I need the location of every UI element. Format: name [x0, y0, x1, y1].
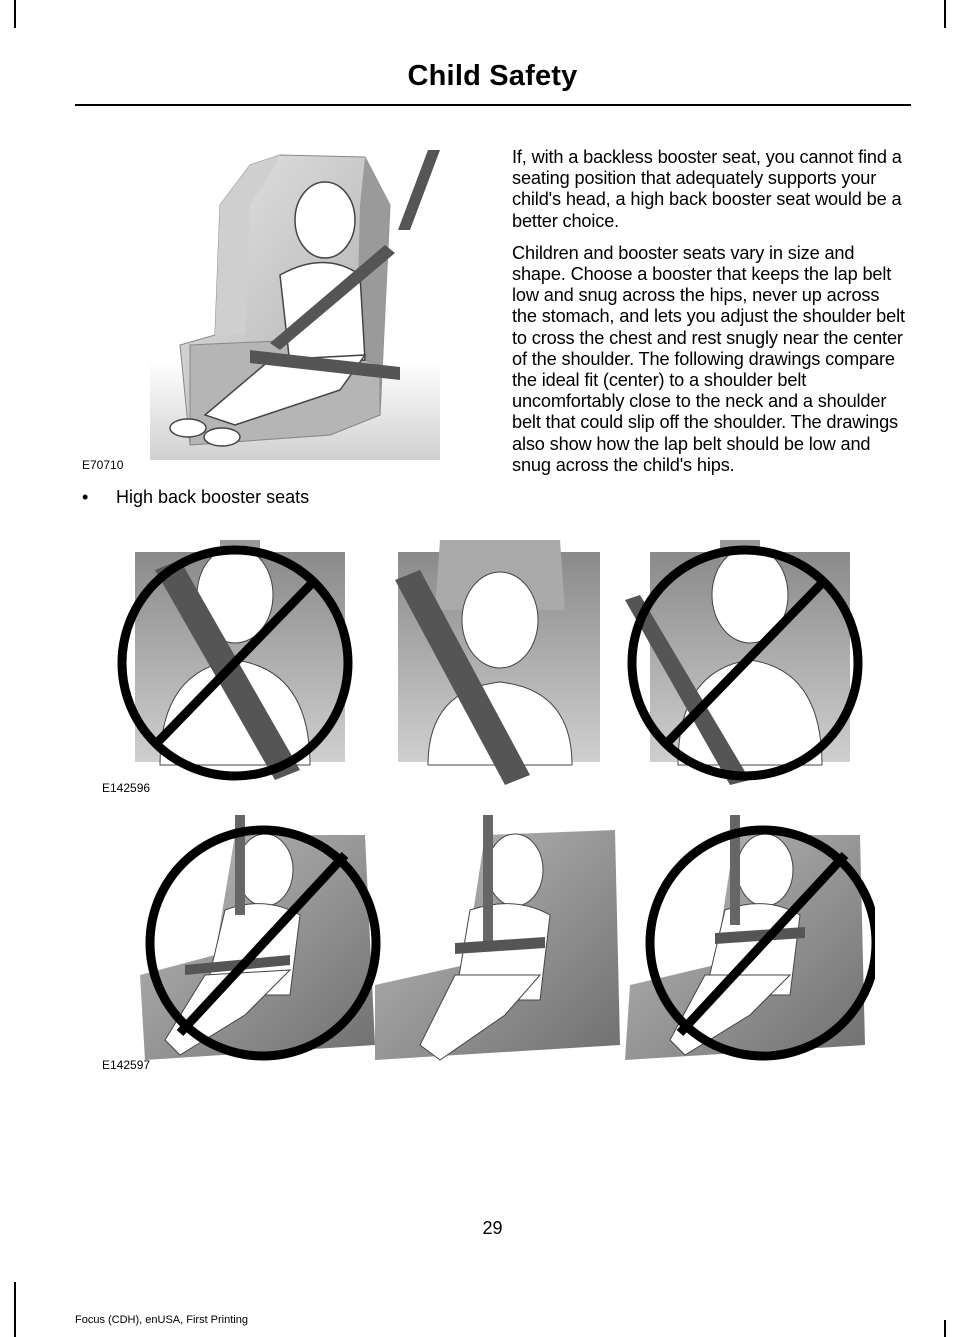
footer-edition: Focus (CDH), enUSA, First Printing: [75, 1314, 248, 1326]
paragraph: If, with a backless booster seat, you cannot find a seating position that adequately supports your child's head, a high back booster seat would be a better choice.: [512, 147, 902, 231]
paragraph: Children and booster seats vary in size and shape. Choose a booster that keeps the lap belt low and snug across the hips, never up across the stomach, and lets you adjust the shoulder belt to cross the chest and rest snugly near the center of the shoulder. The following drawings compare the ideal fit (center) to a shoulder belt uncomfortably close to the neck and a shoulder belt that could slip off the shoulder. The drawings also show how the lap belt should be low and snug across the child's hips.: [512, 242, 905, 475]
page-title: Child Safety: [407, 60, 578, 92]
lap-belt-fit-illustration: [125, 815, 875, 1070]
body-text: [512, 147, 908, 487]
seat-neck-belt: [122, 540, 348, 780]
figure-label: E142596: [102, 781, 151, 795]
crop-mark: [944, 0, 946, 28]
shoulder-belt-fit-illustration: [110, 540, 870, 790]
high-back-booster-illustration: [150, 145, 440, 460]
crop-mark: [944, 1320, 946, 1337]
booster-high-lap-belt: [140, 815, 376, 1060]
crop-mark: [14, 0, 16, 28]
bullet-text: High back booster seats: [116, 487, 310, 507]
header-rule: [75, 104, 911, 106]
figure-label: E142597: [102, 1058, 151, 1072]
figure-label: E70710: [82, 458, 124, 472]
booster-low-lap-belt: [625, 815, 875, 1060]
seat-slip-belt: [625, 540, 858, 785]
bullet-item: [82, 487, 309, 508]
seat-ideal-belt: [395, 540, 600, 785]
crop-mark: [14, 1282, 16, 1337]
booster-ideal-lap-belt: [375, 815, 620, 1060]
bullet-marker: •: [82, 487, 89, 507]
page-number: 29: [482, 1218, 503, 1238]
